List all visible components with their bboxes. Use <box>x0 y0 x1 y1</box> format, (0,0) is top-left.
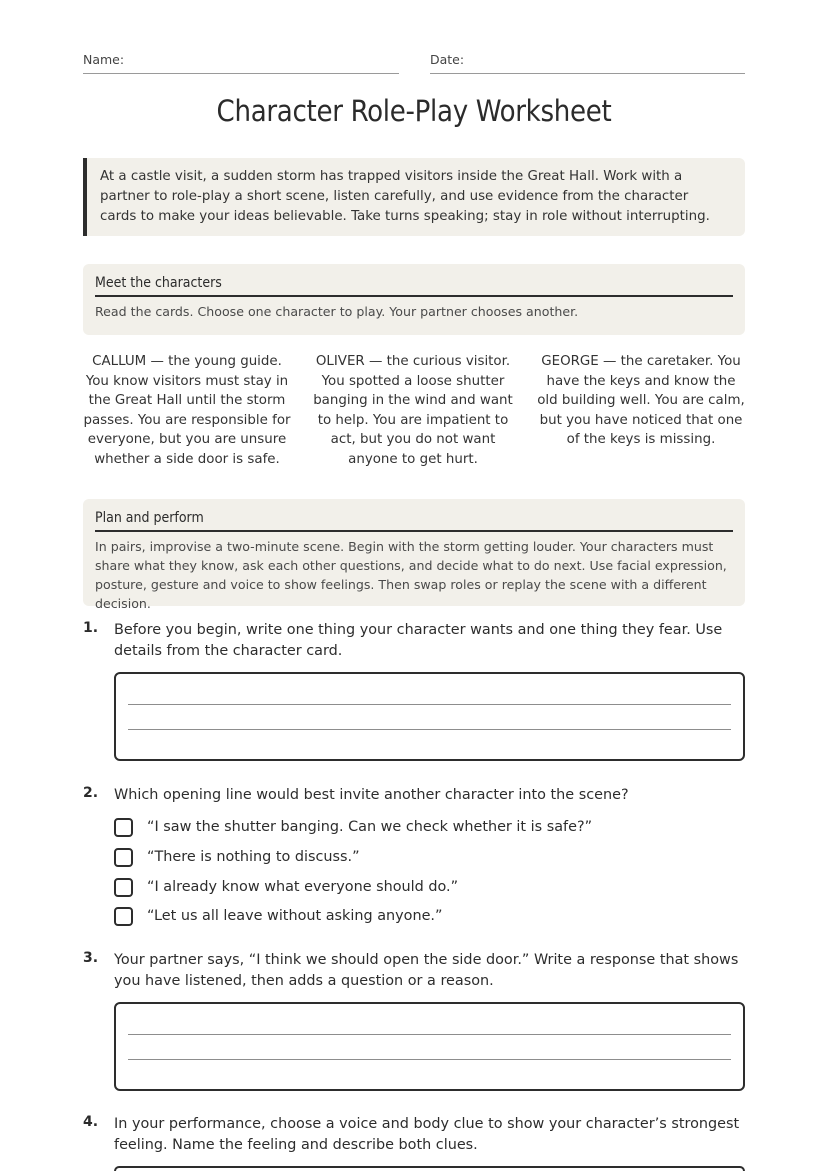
character-card-george: GEORGE — the caretaker. You have the keys and know the old building well. You are calm, but you have noticed that one of the keys is missing. <box>537 354 745 448</box>
answer-box-3[interactable] <box>114 1002 745 1091</box>
option-1[interactable] <box>114 817 744 841</box>
checkbox[interactable] <box>114 878 133 897</box>
answer-line <box>128 1034 731 1035</box>
answer-box-1[interactable] <box>114 672 745 761</box>
question-number: 4. <box>83 1114 99 1130</box>
question-number: 2. <box>83 785 99 801</box>
option-3[interactable] <box>114 877 744 901</box>
option-label: “I already know what everyone should do.” <box>147 879 459 895</box>
meet-characters-title: Meet the characters <box>95 264 733 297</box>
plan-perform-panel <box>83 499 745 611</box>
question-number: 3. <box>83 950 99 966</box>
checkbox[interactable] <box>114 907 133 926</box>
page-title: Character Role-Play Worksheet <box>216 94 612 128</box>
option-2[interactable] <box>114 847 744 871</box>
question-text: Which opening line would best invite another character into the scene? <box>114 787 629 803</box>
date-field[interactable] <box>430 52 745 74</box>
name-date-row <box>83 52 745 74</box>
character-card-callum: CALLUM — the young guide. You know visitors must stay in the Great Hall until the storm passes. You are responsible for everyone, but you are unsure whether a side door is safe. <box>83 354 291 467</box>
meet-characters-panel <box>83 264 745 335</box>
plan-perform-instructions: In pairs, improvise a two-minute scene. Begin with the storm getting louder. Your characters must share what they know, ask each other questions, and decide what to do next. Use facial expression, posture, gesture and voice to show feelings. Then swap roles or replay the scene with a different decision. <box>95 539 727 611</box>
question-text: Before you begin, write one thing your character wants and one thing they fear. Use details from the character card. <box>114 622 723 659</box>
answer-box-4[interactable] <box>114 1166 745 1171</box>
character-card-oliver: OLIVER — the curious visitor. You spotted a loose shutter banging in the wind and want to help. You are impatient to act, but you do not want anyone to get hurt. <box>313 354 513 467</box>
option-label: “Let us all leave without asking anyone.” <box>147 908 443 924</box>
option-label: “I saw the shutter banging. Can we check whether it is safe?” <box>147 819 593 835</box>
intro-box: At a castle visit, a sudden storm has trapped visitors inside the Great Hall. Work with a partner to role-play a short scene, listen carefully, and use evidence from the character cards to make your ideas believable. Take turns speaking; stay in role without interrupting. <box>83 158 745 236</box>
question-text: Your partner says, “I think we should open the side door.” Write a response that shows you have listened, then adds a question or a reason. <box>114 952 739 989</box>
meet-characters-instructions: Read the cards. Choose one character to play. Your partner chooses another. <box>95 304 579 319</box>
date-label: Date: <box>430 52 465 67</box>
plan-perform-title: Plan and perform <box>95 499 733 532</box>
option-4[interactable] <box>114 906 744 930</box>
character-cards <box>83 352 745 472</box>
name-label: Name: <box>83 52 125 67</box>
answer-line <box>128 729 731 730</box>
checkbox[interactable] <box>114 848 133 867</box>
option-label: “There is nothing to discuss.” <box>147 849 360 865</box>
question-number: 1. <box>83 620 99 636</box>
answer-line <box>128 704 731 705</box>
answer-line <box>128 1059 731 1060</box>
question-text: In your performance, choose a voice and body clue to show your character’s strongest feeling. Name the feeling and describe both clues. <box>114 1116 740 1153</box>
checkbox[interactable] <box>114 818 133 837</box>
name-field[interactable] <box>83 52 399 74</box>
